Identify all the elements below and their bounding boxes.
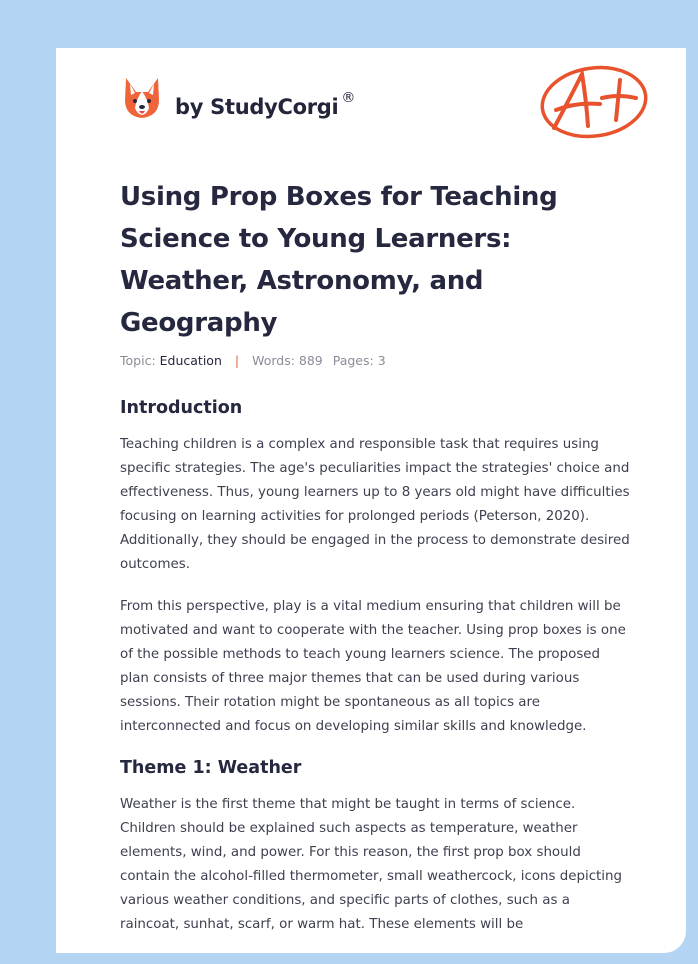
document-page [56,48,686,953]
page-header [56,48,686,168]
article-meta [120,353,386,368]
word-count: Words: 889 [252,353,323,368]
corgi-logo-icon [122,76,162,120]
registered-mark: ® [341,90,356,106]
grade-badge-icon [536,58,652,142]
paragraph: From this perspective, play is a vital medium ensuring that children will be motivated and want to cooperate with the teacher. Using prop boxes is one of the possible methods to teach young learners science. The proposed plan consists of three major themes that can be used during various sessions. Their rotation might be spontaneous as all topics are interconnected and focus on developing similar skills and knowledge. [120,599,626,734]
brand-name[interactable]: by StudyCorgi ® [175,90,356,119]
section-heading-weather: Theme 1: Weather [120,758,302,778]
paragraph: Teaching children is a complex and responsible task that requires using specific strategies. The age's peculiarities impact the strategies' choice and effectiveness. Thus, young learners up to 8 years old might have difficulties focusing on learning activities for prolonged periods (Peterson, 2020). Additionally, they should be engaged in the process to demonstrate desired outcomes. [120,437,630,572]
grade-badge-text: A+ [536,58,538,59]
page-title: Using Prop Boxes for Teaching Science to Young Learners: Weather, Astronomy, and Geography [120,182,558,338]
paragraph: Weather is the first theme that might be taught in terms of science. Children should be explained such aspects as temperature, weather elements, wind, and power. For this reason, the first prop box should contain the alcohol-filled thermometer, small weathercock, icons depicting various weather conditions, and specific parts of clothes, such as a raincoat, sunhat, scarf, or warm hat. These elements will be [120,797,623,932]
section-heading-introduction: Introduction [120,398,243,418]
topic-link[interactable]: Education [159,353,222,368]
topic-label: Topic: [120,353,156,368]
page-count: Pages: 3 [332,353,386,368]
meta-separator: | [234,353,240,368]
